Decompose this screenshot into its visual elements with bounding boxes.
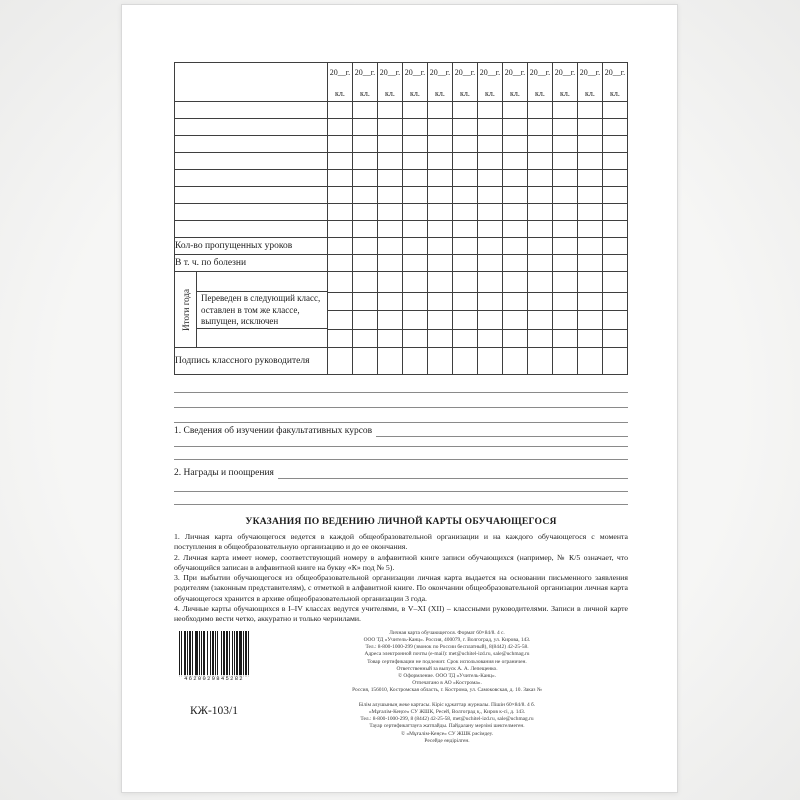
year-results-cell — [378, 272, 403, 348]
grade-cell — [428, 204, 453, 221]
grade-cell — [503, 204, 528, 221]
year-label: 20__г. — [554, 67, 576, 77]
grade-cell — [328, 102, 353, 119]
imprint-kazakh — [317, 702, 577, 745]
grade-cell — [403, 102, 428, 119]
grade-cell — [578, 255, 603, 272]
grade-cell — [328, 221, 353, 238]
grade-cell — [528, 204, 553, 221]
missed-lessons-row — [175, 238, 628, 255]
grade-cell — [403, 153, 428, 170]
grade-cell — [578, 348, 603, 375]
year-label: 20__г. — [429, 67, 451, 77]
grade-cell — [553, 136, 578, 153]
class-label: кл. — [435, 88, 445, 98]
grade-cell — [603, 221, 628, 238]
subject-name-cell — [175, 170, 328, 187]
class-label: кл. — [335, 88, 345, 98]
grade-cell — [503, 187, 528, 204]
grade-cell — [528, 238, 553, 255]
year-label: 20__г. — [504, 67, 526, 77]
grade-cell — [328, 119, 353, 136]
grade-cell — [378, 255, 403, 272]
grade-cell — [328, 153, 353, 170]
grade-cell — [578, 102, 603, 119]
grade-cell — [503, 102, 528, 119]
year-column-header — [603, 63, 628, 102]
grade-cell — [553, 102, 578, 119]
subject-name-cell — [175, 153, 328, 170]
grade-cell — [553, 204, 578, 221]
year-column-header — [503, 63, 528, 102]
grade-cell — [478, 102, 503, 119]
year-label: 20__г. — [579, 67, 601, 77]
year-results-cell — [553, 272, 578, 348]
grade-cell — [428, 238, 453, 255]
grade-cell — [528, 170, 553, 187]
grade-cell — [403, 119, 428, 136]
section-awards — [174, 467, 628, 479]
class-label: кл. — [535, 88, 545, 98]
blank-writing-line — [174, 504, 628, 505]
table-header-row — [175, 63, 628, 102]
grade-cell — [428, 187, 453, 204]
class-label: кл. — [360, 88, 370, 98]
grade-cell — [453, 102, 478, 119]
grade-cell — [403, 170, 428, 187]
subject-row — [175, 136, 628, 153]
grade-cell — [453, 221, 478, 238]
year-label: 20__г. — [479, 67, 501, 77]
class-label: кл. — [610, 88, 620, 98]
year-column-header — [528, 63, 553, 102]
section-electives — [174, 425, 628, 437]
grade-cell — [603, 255, 628, 272]
year-column-header — [353, 63, 378, 102]
grade-cell — [378, 170, 403, 187]
grade-cell — [378, 102, 403, 119]
grade-cell — [353, 204, 378, 221]
grade-cell — [528, 153, 553, 170]
grade-cell — [453, 119, 478, 136]
year-results-cell — [428, 272, 453, 348]
blank-writing-line — [174, 459, 628, 460]
imprint-line: Ресейде өндірілген. — [424, 737, 470, 744]
grade-cell — [578, 204, 603, 221]
grade-cell — [503, 119, 528, 136]
section-electives-blank-line — [376, 426, 628, 437]
grade-cell — [603, 204, 628, 221]
year-results-label: Итоги года — [180, 288, 191, 331]
grade-cell — [478, 153, 503, 170]
grade-cell — [528, 255, 553, 272]
class-label: кл. — [460, 88, 470, 98]
imprint-line: Личная карта обучающегося. Формат 60×84/8. 4 с. — [389, 630, 505, 636]
subject-row — [175, 102, 628, 119]
instruction-paragraph: 1. Личная карта обучающегося ведется в каждой общеобразовательной организации и на каждого обучающегося с момента поступления в общеобразовательную организацию и до ее окончания. — [174, 532, 628, 552]
subject-row — [175, 204, 628, 221]
due-illness-label: В т. ч. по болезни — [175, 255, 328, 272]
grade-cell — [503, 221, 528, 238]
grade-cell — [578, 153, 603, 170]
year-label: 20__г. — [404, 67, 426, 77]
grade-cell — [503, 170, 528, 187]
grade-cell — [428, 255, 453, 272]
grade-cell — [453, 170, 478, 187]
year-column-header — [328, 63, 353, 102]
product-code: КЖ-103/1 — [190, 705, 238, 717]
grade-cell — [603, 153, 628, 170]
grade-cell — [428, 170, 453, 187]
year-results-cell — [453, 272, 478, 348]
grade-cell — [478, 170, 503, 187]
instruction-paragraph: 2. Личная карта имеет номер, соответствующий номеру в алфавитной книге записи обучающихся (например, № К/5 означает, что обучающийся записан в алфавитной книге на букву «К» под № 5). — [174, 552, 628, 572]
grade-cell — [328, 187, 353, 204]
imprint-line: Адреса электронной почты (e-mail): met@uchitel-izd.ru, sale@uchmag.ru — [364, 651, 530, 658]
instruction-paragraph: 3. При выбытии обучающегося из общеобразовательной организации личная карта выдается на основании письменного заявления родителям (законным представителям), с отметкой в алфавитной книге. По окончании общеобразовательной организации личная карта обучающегося хранится в архиве общеобразовательной организации 3 года. — [174, 573, 628, 603]
year-results-cell — [328, 272, 353, 348]
subject-row — [175, 153, 628, 170]
grade-cell — [353, 238, 378, 255]
year-column-header — [578, 63, 603, 102]
year-label: 20__г. — [529, 67, 551, 77]
grade-cell — [553, 348, 578, 375]
imprint-line: «Мұғалім-Кеңсе» СУ ЖШК, Ресей, Волгоград қ., Киров к-сі, д. 143. — [368, 709, 526, 716]
subject-row — [175, 187, 628, 204]
blank-writing-line — [174, 422, 628, 423]
grade-cell — [428, 102, 453, 119]
imprint-line: Товар сертификации не подлежит. Срок использования не ограничен. — [367, 658, 527, 665]
grade-cell — [528, 221, 553, 238]
grade-cell — [603, 119, 628, 136]
year-column-header — [478, 63, 503, 102]
grade-cell — [503, 153, 528, 170]
grade-cell — [403, 187, 428, 204]
year-label: 20__г. — [354, 67, 376, 77]
grade-cell — [353, 119, 378, 136]
grade-cell — [578, 238, 603, 255]
subject-name-cell — [175, 136, 328, 153]
imprint-line: Білім алушының жеке картасы. Кіріс құжаттар журналы. Пішін 60×84/8. 4 б. — [358, 702, 536, 708]
imprint-line: © «Мұғалім-Кеңсе» СУ ЖШК рәсімдеу. — [400, 730, 494, 737]
teacher-signature-label: Подпись классного руководителя — [175, 348, 328, 375]
barcode-digits: 4620029845282 — [175, 675, 253, 682]
grade-cell — [528, 348, 553, 375]
grade-cell — [353, 136, 378, 153]
year-results-cell — [503, 272, 528, 348]
grade-cell — [378, 348, 403, 375]
grade-cell — [378, 204, 403, 221]
grade-cell — [328, 170, 353, 187]
blank-writing-line — [174, 491, 628, 492]
grade-cell — [578, 119, 603, 136]
class-label: кл. — [585, 88, 595, 98]
imprint-russian — [317, 630, 577, 694]
grade-cell — [553, 119, 578, 136]
grade-cell — [428, 348, 453, 375]
grade-cell — [553, 221, 578, 238]
grade-cell — [403, 221, 428, 238]
imprint-line: Тауар сертификаттауға жатпайды. Пайдалану мерзімі шектелмеген. — [369, 723, 525, 730]
grade-cell — [428, 119, 453, 136]
grade-cell — [378, 187, 403, 204]
grade-cell — [603, 102, 628, 119]
grade-cell — [453, 255, 478, 272]
grade-cell — [478, 348, 503, 375]
subject-name-cell — [175, 221, 328, 238]
grade-cell — [478, 238, 503, 255]
section-awards-blank-line — [278, 468, 628, 479]
year-results-rotated-label — [175, 272, 197, 347]
subject-name-cell — [175, 102, 328, 119]
grade-cell — [553, 187, 578, 204]
grade-cell — [378, 136, 403, 153]
grade-cell — [353, 187, 378, 204]
grade-cell — [378, 238, 403, 255]
grade-cell — [603, 170, 628, 187]
blank-writing-line — [174, 407, 628, 408]
grade-cell — [603, 238, 628, 255]
year-label: 20__г. — [454, 67, 476, 77]
missed-lessons-label: Кол-во пропущенных уроков — [175, 238, 328, 255]
class-label: кл. — [485, 88, 495, 98]
grade-cell — [328, 255, 353, 272]
grade-cell — [528, 119, 553, 136]
year-results-blank-top — [197, 272, 327, 291]
grade-cell — [453, 187, 478, 204]
grade-cell — [353, 348, 378, 375]
grade-cell — [603, 136, 628, 153]
grade-cell — [478, 119, 503, 136]
imprint-line: Отпечатано в АО «Кострома». — [412, 680, 482, 687]
grade-cell — [453, 204, 478, 221]
header-spacer-cell — [175, 63, 328, 102]
year-results-blank-bottom — [197, 328, 327, 347]
year-results-cell — [578, 272, 603, 348]
grade-cell — [328, 136, 353, 153]
imprint-line: © Оформление. ООО ТД «Учитель-Канц». — [397, 672, 497, 679]
grades-table — [174, 62, 628, 375]
imprint-line: Ответственный за выпуск А. А. Лепещенко. — [396, 665, 498, 672]
instructions-title: УКАЗАНИЯ ПО ВЕДЕНИЮ ЛИЧНОЙ КАРТЫ ОБУЧАЮЩЕГОСЯ — [245, 516, 557, 527]
year-column-header — [428, 63, 453, 102]
class-label: кл. — [510, 88, 520, 98]
grade-cell — [503, 348, 528, 375]
year-label: 20__г. — [604, 67, 626, 77]
grade-cell — [578, 221, 603, 238]
section-electives-label: 1. Сведения об изучении факультативных курсов — [174, 426, 373, 436]
grade-cell — [378, 153, 403, 170]
year-column-header — [403, 63, 428, 102]
grade-cell — [403, 255, 428, 272]
grade-cell — [503, 238, 528, 255]
year-results-cell — [403, 272, 428, 348]
grade-cell — [553, 238, 578, 255]
year-label: 20__г. — [329, 67, 351, 77]
grade-cell — [353, 170, 378, 187]
grade-cell — [478, 255, 503, 272]
year-results-cell — [478, 272, 503, 348]
year-column-header — [553, 63, 578, 102]
imprint-line: Тел.: 8-800-1000-299, 8 (8442) 42-25-58, met@uchitel-izd.ru, sale@uchmag.ru — [360, 716, 534, 723]
grade-cell — [603, 348, 628, 375]
grade-cell — [428, 221, 453, 238]
instructions-block — [174, 516, 628, 625]
grade-cell — [578, 187, 603, 204]
grade-cell — [578, 170, 603, 187]
imprint-line: ООО ТД «Учитель-Канц». Россия, 400079, г. Волгоград, ул. Кирова, 143. — [363, 637, 531, 644]
teacher-signature-row — [175, 348, 628, 375]
grade-cell — [453, 238, 478, 255]
grade-cell — [478, 187, 503, 204]
grade-cell — [328, 238, 353, 255]
grade-cell — [553, 170, 578, 187]
due-illness-row — [175, 255, 628, 272]
imprint-line: Тел.: 8-800-1000-299 (звонок по России бесплатный), 8(8442) 42-25-58. — [365, 644, 529, 651]
subject-row — [175, 119, 628, 136]
grade-cell — [603, 187, 628, 204]
ean-barcode — [179, 631, 249, 677]
grade-cell — [403, 238, 428, 255]
grade-cell — [503, 136, 528, 153]
grade-cell — [428, 136, 453, 153]
class-label: кл. — [560, 88, 570, 98]
subject-name-cell — [175, 204, 328, 221]
grade-cell — [578, 136, 603, 153]
grade-cell — [528, 102, 553, 119]
year-results-cell — [603, 272, 628, 348]
class-label: кл. — [410, 88, 420, 98]
grade-cell — [503, 255, 528, 272]
year-results-cell — [528, 272, 553, 348]
grade-cell — [353, 102, 378, 119]
grade-cell — [528, 136, 553, 153]
grade-cell — [478, 136, 503, 153]
grade-cell — [353, 255, 378, 272]
grade-cell — [478, 204, 503, 221]
grade-cell — [453, 348, 478, 375]
grade-cell — [353, 153, 378, 170]
subject-row — [175, 221, 628, 238]
grade-cell — [328, 204, 353, 221]
year-results-cell — [353, 272, 378, 348]
grade-cell — [453, 136, 478, 153]
blank-writing-line — [174, 392, 628, 393]
subject-row — [175, 170, 628, 187]
grade-cell — [453, 153, 478, 170]
imprint-line: Россия, 156010, Костромская область, г. Кострома, ул. Самоковская, д. 10. Заказ № — [352, 687, 542, 694]
year-column-header — [453, 63, 478, 102]
grade-cell — [428, 153, 453, 170]
instruction-paragraph: 4. Личные карты обучающихся в I–IV классах ведутся учителями, в V–XI (XII) – классными руководителями. Записи в личной карте необходимо вести четко, аккуратно и только чернилами. — [174, 604, 628, 624]
grade-cell — [528, 187, 553, 204]
year-column-header — [378, 63, 403, 102]
blank-writing-line — [174, 446, 628, 447]
grade-cell — [403, 348, 428, 375]
grade-cell — [403, 204, 428, 221]
grade-cell — [553, 153, 578, 170]
class-label: кл. — [385, 88, 395, 98]
grade-cell — [403, 136, 428, 153]
grade-cell — [378, 221, 403, 238]
promotion-label: Переведен в следующий класс, оставлен в том же классе, выпущен, исключен — [197, 291, 327, 328]
subject-name-cell — [175, 119, 328, 136]
subject-name-cell — [175, 187, 328, 204]
document-page — [121, 4, 678, 793]
section-awards-label: 2. Награды и поощрения — [174, 468, 274, 478]
year-results-label-cell — [175, 272, 328, 348]
grade-cell — [328, 348, 353, 375]
year-label: 20__г. — [379, 67, 401, 77]
grade-cell — [353, 221, 378, 238]
grade-cell — [378, 119, 403, 136]
year-results-row — [175, 272, 628, 348]
grade-cell — [553, 255, 578, 272]
grade-cell — [478, 221, 503, 238]
